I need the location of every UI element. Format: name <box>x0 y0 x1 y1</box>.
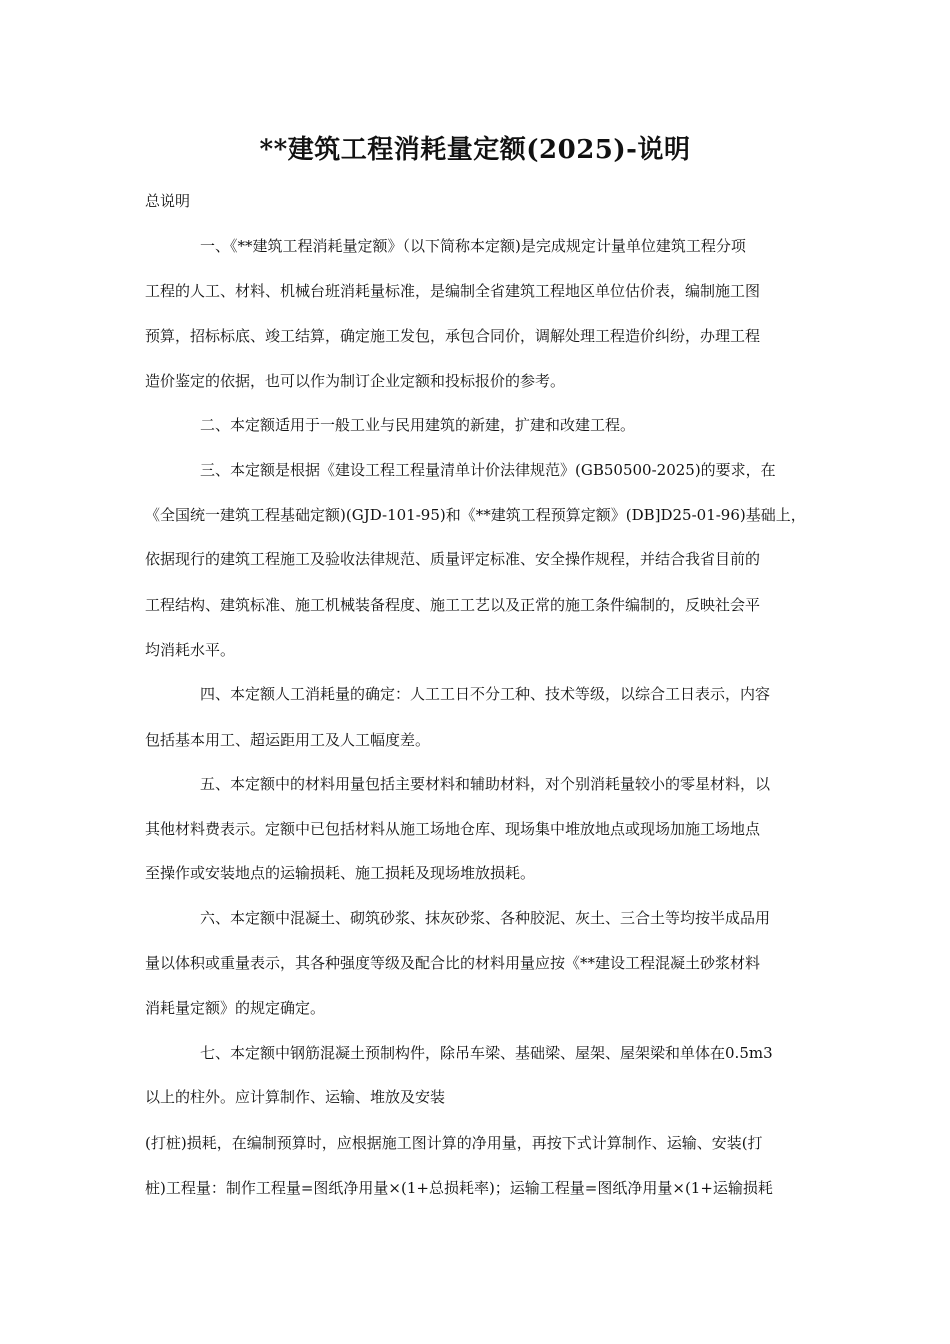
paragraph-line: 工程的人工、材料、机械台班消耗量标准，是编制全省建筑工程地区单位估价表，编制施工图 <box>145 282 761 300</box>
paragraph-line: 造价鉴定的依据，也可以作为制订企业定额和投标报价的参考。 <box>145 372 566 390</box>
paragraph-line: 均消耗水平。 <box>145 641 236 659</box>
paragraph-line: 《全国统一建筑工程基础定额)(GJD-101-95)和《**建筑工程预算定额》(DB]D25-01-96)基础上， <box>145 506 806 524</box>
document-title: **建筑工程消耗量定额(2025)-说明 <box>259 135 691 165</box>
paragraph-line: 以上的柱外。应计算制作、运输、堆放及安装 <box>145 1088 446 1106</box>
paragraph-line: 桩)工程量：制作工程量=图纸净用量×(1+总损耗率)；运输工程量=图纸净用量×(1+运输损耗 <box>145 1179 773 1197</box>
paragraph-line: 六、本定额中混凝土、砌筑砂浆、抹灰砂浆、各种胶泥、灰土、三合土等均按半成品用 <box>200 909 771 927</box>
paragraph-line: 五、本定额中的材料用量包括主要材料和辅助材料，对个别消耗量较小的零星材料，以 <box>200 775 771 793</box>
paragraph-line: (打桩)损耗，在编制预算时，应根据施工图计算的净用量，再按下式计算制作、运输、安装(打 <box>145 1134 763 1152</box>
paragraph-line: 三、本定额是根据《建设工程工程量清单计价法律规范》(GB50500-2025)的要求，在 <box>200 461 776 479</box>
paragraph-line: 工程结构、建筑标准、施工机械装备程度、施工工艺以及正常的施工条件编制的，反映社会平 <box>145 596 761 614</box>
paragraph-line: 至操作或安装地点的运输损耗、施工损耗及现场堆放损耗。 <box>145 864 536 882</box>
paragraph-line: 七、本定额中钢筋混凝土预制构件，除吊车梁、基础梁、屋架、屋架梁和单体在0.5m3 <box>200 1044 773 1062</box>
paragraph-line: 一、《**建筑工程消耗量定额》（以下简称本定额)是完成规定计量单位建筑工程分项 <box>200 237 746 255</box>
paragraph-line: 二、本定额适用于一般工业与民用建筑的新建，扩建和改建工程。 <box>200 416 636 434</box>
paragraph-line: 包括基本用工、超运距用工及人工幅度差。 <box>145 731 431 749</box>
paragraph-line: 四、本定额人工消耗量的确定：人工工日不分工种、技术等级，以综合工日表示，内容 <box>200 685 771 703</box>
paragraph-line: 预算，招标标底、竣工结算，确定施工发包，承包合同价，调解处理工程造价纠纷，办理工程 <box>145 327 761 345</box>
paragraph-line: 量以体积或重量表示，其各种强度等级及配合比的材料用量应按《**建设工程混凝土砂浆材料 <box>145 954 761 972</box>
paragraph-line: 依据现行的建筑工程施工及验收法律规范、质量评定标准、安全操作规程，并结合我省目前的 <box>145 550 761 568</box>
paragraph-line: 其他材料费表示。定额中已包括材料从施工场地仓库、现场集中堆放地点或现场加施工场地点 <box>145 820 761 838</box>
section-heading: 总说明 <box>145 192 191 210</box>
paragraph-line: 消耗量定额》的规定确定。 <box>145 999 326 1017</box>
